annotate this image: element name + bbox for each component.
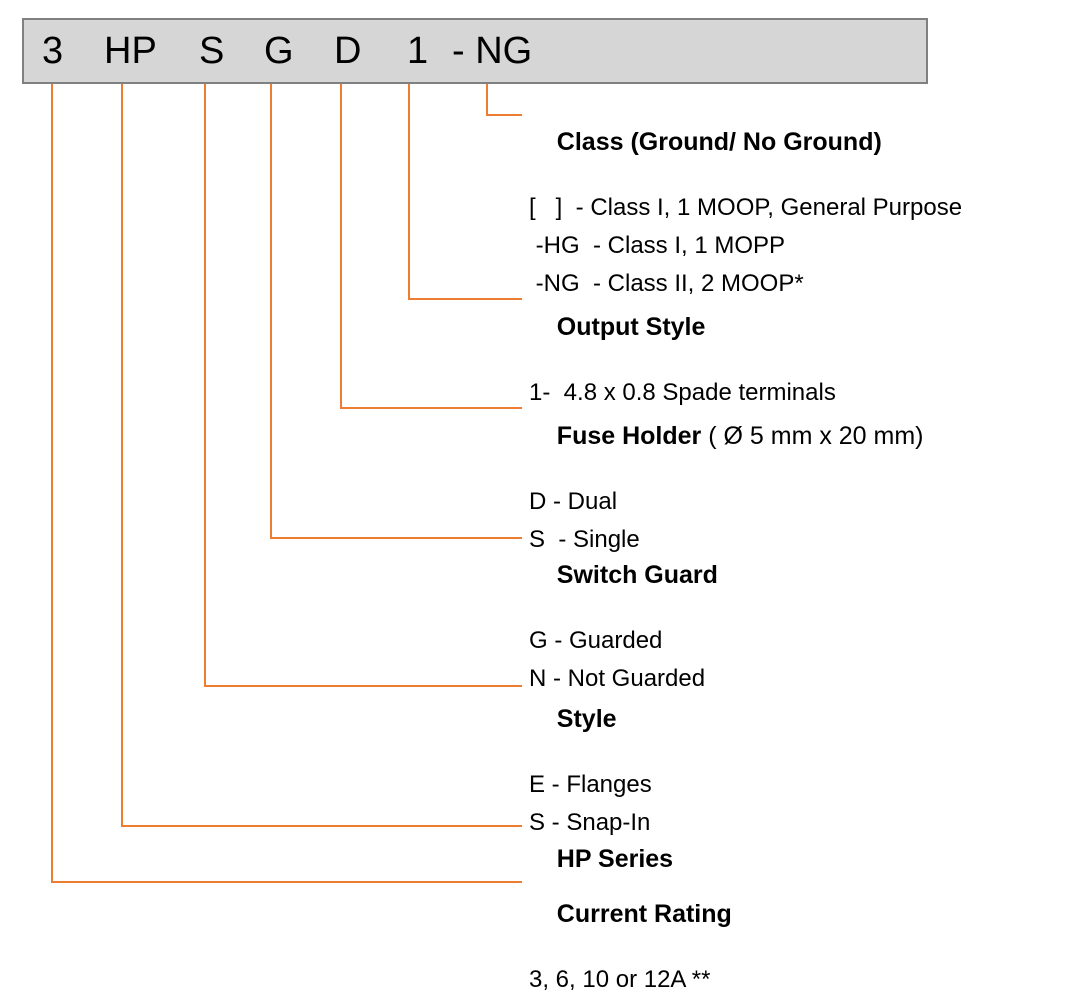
callout-current-rating bbox=[529, 870, 732, 999]
callout-line-switch-guard-0: G - Guarded bbox=[529, 626, 663, 654]
callout-title-text-switch-guard: Switch Guard bbox=[556, 560, 718, 589]
callout-line-style-1: S - Snap-In bbox=[529, 808, 651, 836]
callout-title-class bbox=[529, 98, 962, 187]
part-number-segment-current-rating: 3 bbox=[42, 30, 64, 72]
leader-line-switch-guard bbox=[271, 84, 522, 538]
callout-switch-guard bbox=[529, 531, 718, 698]
leader-line-output-style bbox=[409, 84, 522, 299]
callout-line-output-style-0: 1- 4.8 x 0.8 Spade terminals bbox=[529, 378, 836, 406]
callout-line-class-2: -NG - Class II, 2 MOOP* bbox=[529, 270, 804, 298]
part-number-bar bbox=[22, 18, 928, 84]
callout-title-text-fuse-holder: Fuse Holder bbox=[556, 421, 702, 450]
callout-line-fuse-holder-1: S - Single bbox=[529, 525, 640, 553]
callout-title-text-class: Class (Ground/ No Ground) bbox=[556, 127, 882, 156]
callout-line-class-1: -HG - Class I, 1 MOPP bbox=[529, 231, 786, 259]
callout-title-output-style bbox=[529, 283, 836, 372]
leader-line-style bbox=[205, 84, 522, 686]
leader-line-hp-series bbox=[122, 84, 522, 826]
callout-line-fuse-holder-0: D - Dual bbox=[529, 487, 618, 515]
part-number-segment-output-style: 1 bbox=[407, 30, 429, 72]
part-number-segment-class: - NG bbox=[452, 30, 533, 72]
callout-line-class-0: [ ] - Class I, 1 MOOP, General Purpose bbox=[529, 193, 963, 221]
part-number-segment-hp-series: HP bbox=[104, 30, 157, 72]
part-number-segment-switch-guard: G bbox=[264, 30, 294, 72]
leader-line-current-rating bbox=[52, 84, 522, 882]
callout-title-switch-guard bbox=[529, 531, 718, 620]
callout-body-current-rating bbox=[529, 961, 732, 999]
callout-title-current-rating bbox=[529, 870, 732, 959]
callout-title-text-output-style: Output Style bbox=[556, 312, 706, 341]
callout-class bbox=[529, 98, 962, 304]
callout-title-text-hp-series: HP Series bbox=[556, 844, 674, 873]
callout-line-style-0: E - Flanges bbox=[529, 770, 652, 798]
callout-title-suffix-fuse-holder: ( Ø 5 mm x 20 mm) bbox=[701, 421, 924, 450]
leader-line-class bbox=[487, 84, 522, 115]
callout-line-current-rating-0: 3, 6, 10 or 12A ** bbox=[529, 965, 711, 993]
callout-title-text-style: Style bbox=[556, 704, 617, 733]
leader-line-fuse-holder bbox=[341, 84, 522, 408]
callout-line-switch-guard-1: N - Not Guarded bbox=[529, 664, 706, 692]
callout-title-text-current-rating: Current Rating bbox=[556, 899, 732, 928]
part-number-segment-fuse-holder: D bbox=[334, 30, 362, 72]
callout-title-style bbox=[529, 675, 652, 764]
part-number-segment-style: S bbox=[199, 30, 225, 72]
callout-title-fuse-holder bbox=[529, 392, 924, 481]
